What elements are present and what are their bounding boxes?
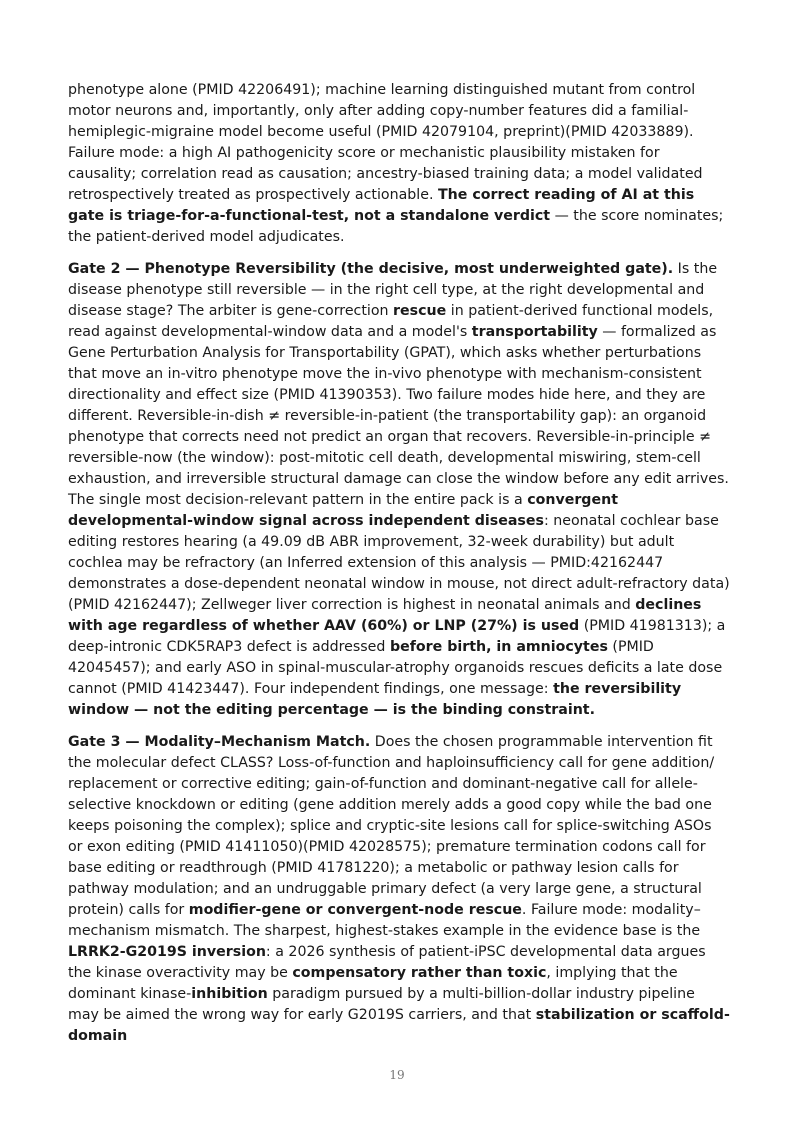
- text-run: . Failure mode: modality–mechanism mismatch. The sharpest, highest-stakes example in the evidence base is the: [68, 902, 701, 939]
- paragraph-ai-gate: [68, 80, 730, 248]
- text-run: — the score nominates; the patient-derived model adjudicates.: [68, 208, 724, 245]
- page-number: 19: [389, 1068, 405, 1082]
- bold-text-run: rescue: [393, 303, 447, 319]
- text-run: , implying that the dominant kinase-: [68, 965, 678, 1002]
- paragraph-gate-3-modality-mechanism: [68, 732, 730, 1047]
- bold-text-run: stabilization or scaffold-domain: [68, 1007, 730, 1044]
- bold-text-run: the reversibility window — not the editing percentage — is the binding constraint.: [68, 681, 682, 718]
- text-run: Is the disease phenotype still reversible — in the right cell type, at the right developmental and disease stage? The arbiter is gene-correction: [68, 261, 718, 319]
- text-run: Does the chosen programmable intervention fit the molecular defect CLASS? Loss-of-function and haploinsufficiency call for gene addition/ replacement or corrective editing; gain-of-function and dominant-negative call for allele-selective knockdown or editing (gene addition merely adds a good copy while the bad one keeps poisoning the complex); splice and cryptic-site lesions call for splice-switching ASOs or exon editing (PMID 41411050)(PMID 42028575); premature termination codons call for base editing or readthrough (PMID 41781220); a metabolic or pathway lesion calls for pathway modulation; and an undruggable primary defect (a very large gene, a structural protein) calls for: [68, 734, 715, 918]
- text-run: — formalized as Gene Perturbation Analysis for Transportability (GPAT), which asks whether perturbations that move an in-vitro phenotype move the in-vivo phenotype with mechanism-consistent directionality and effect size (PMID 41390353). Two failure modes hide here, and they are different. Reversible-in-dish ≠ reversible-in-patient (the transportability gap): an organoid phenotype that corrects need not predict an organ that recovers. Reversible-in-principle ≠ reversible-now (the window): post-mitotic cell death, developmental miswiring, stem-cell exhaustion, and irreversible structural damage can close the window before any edit arrives. The single most decision-relevant pattern in the entire pack is a: [68, 324, 729, 508]
- bold-text-run: declines with age regardless of whether AAV (60%) or LNP (27%) is used: [68, 597, 702, 634]
- text-run: : neonatal cochlear base editing restores hearing (a 49.09 dB ABR improvement, 32-week durability) but adult cochlea may be refractory (an Inferred extension of this analysis — PMID:42162447 demonstrates a dose-dependent neonatal window in mouse, not direct adult-refractory data) (PMID 42162447); Zellweger liver correction is highest in neonatal animals and: [68, 513, 730, 613]
- text-run: paradigm pursued by a multi-billion-dollar industry pipeline may be aimed the wrong way for early G2019S carriers, and that: [68, 986, 695, 1023]
- bold-text-run: compensatory rather than toxic: [292, 965, 547, 981]
- text-run: phenotype alone (PMID 42206491); machine learning distinguished mutant from control motor neurons and, importantly, only after adding copy-number features did a familial-hemiplegic-migraine model become useful (PMID 42079104, preprint)(PMID 42033889). Failure mode: a high AI pathogenicity score or mechanistic plausibility mistaken for causality; correlation read as causation; ancestry-biased training data; a model validated retrospectively treated as prospectively actionable.: [68, 82, 703, 203]
- paragraph-gate-2-phenotype-reversibility: [68, 259, 730, 721]
- bold-text-run: convergent developmental-window signal across independent diseases: [68, 492, 618, 529]
- bold-text-run: Gate 2 — Phenotype Reversibility (the decisive, most underweighted gate).: [68, 261, 674, 277]
- text-run: (PMID 42045457); and early ASO in spinal-muscular-atrophy organoids rescues deficits a late dose cannot (PMID 41423447). Four independent findings, one message:: [68, 639, 723, 697]
- text-run: in patient-derived functional models, read against developmental-window data and a model's: [68, 303, 714, 340]
- bold-text-run: inhibition: [191, 986, 268, 1002]
- bold-text-run: The correct reading of AI at this gate is triage-for-a-functional-test, not a standalone verdict: [68, 187, 695, 224]
- text-run: (PMID 41981313); a deep-intronic CDK5RAP3 defect is addressed: [68, 618, 726, 655]
- document-body: [68, 80, 730, 1058]
- bold-text-run: before birth, in amniocytes: [389, 639, 608, 655]
- bold-text-run: Gate 3 — Modality–Mechanism Match.: [68, 734, 371, 750]
- bold-text-run: modifier-gene or convergent-node rescue: [188, 902, 522, 918]
- text-run: : a 2026 synthesis of patient-iPSC developmental data argues the kinase overactivity may be: [68, 944, 706, 981]
- bold-text-run: transportability: [471, 324, 598, 340]
- bold-text-run: LRRK2-G2019S inversion: [68, 944, 266, 960]
